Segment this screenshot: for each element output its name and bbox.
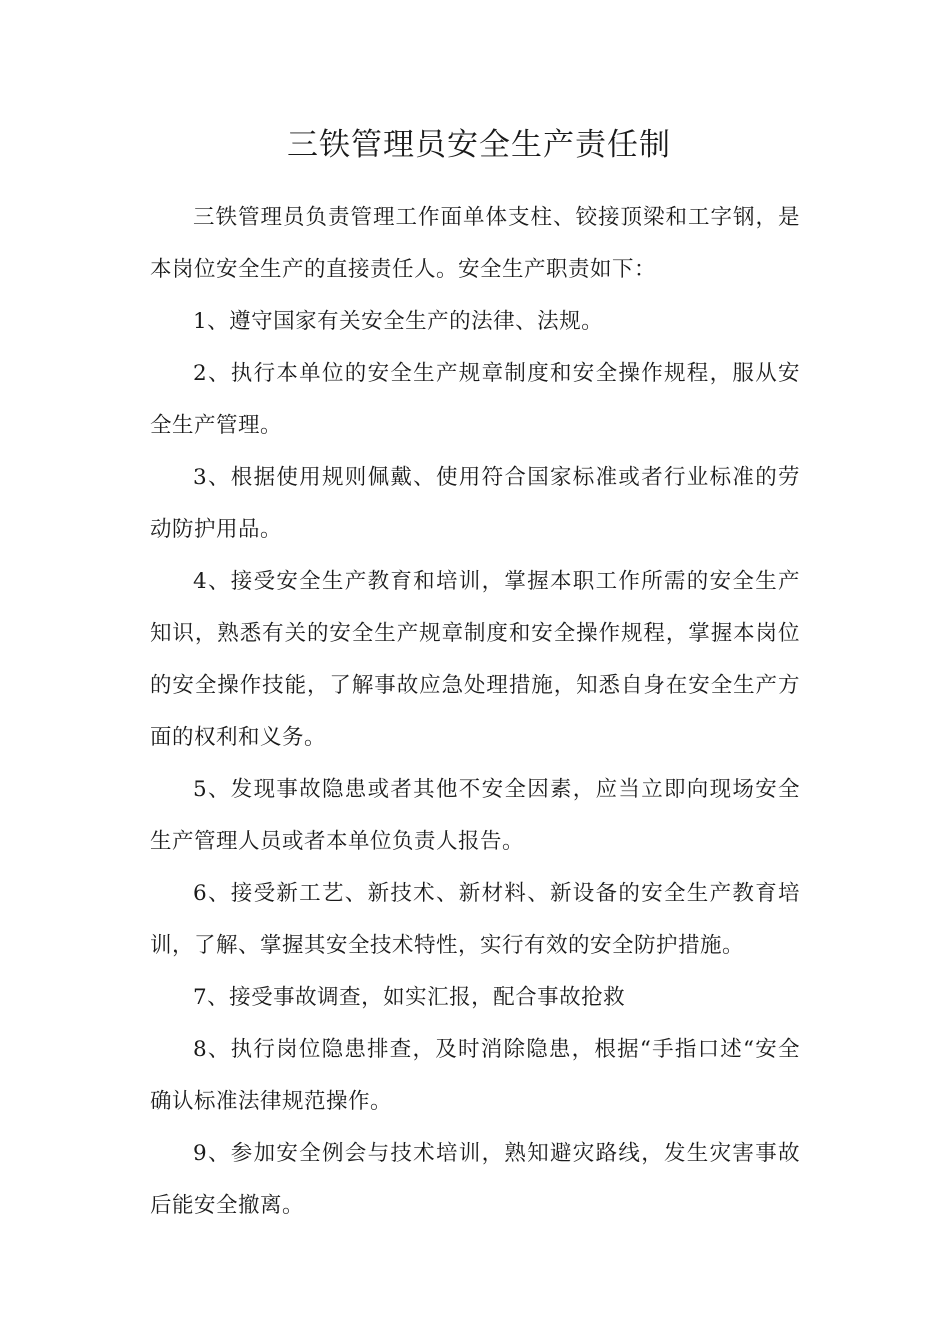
duty-item-5: 5、发现事故隐患或者其他不安全因素，应当立即向现场安全生产管理人员或者本单位负责人报告。 — [150, 777, 800, 854]
duty-item-2: 2、执行本单位的安全生产规章制度和安全操作规程，服从安全生产管理。 — [150, 361, 800, 438]
intro-paragraph: 三铁管理员负责管理工作面单体支柱、铰接顶梁和工字钢，是本岗位安全生产的直接责任人。安全生产职责如下： — [150, 205, 800, 282]
duty-item-4: 4、接受安全生产教育和培训，掌握本职工作所需的安全生产知识，熟悉有关的安全生产规章制度和安全操作规程，掌握本岗位的安全操作技能，了解事故应急处理措施，知悉自身在安全生产方面的权利和义务。 — [150, 569, 800, 750]
duty-item-6: 6、接受新工艺、新技术、新材料、新设备的安全生产教育培训，了解、掌握其安全技术特性，实行有效的安全防护措施。 — [150, 881, 800, 958]
duty-item-9: 9、参加安全例会与技术培训，熟知避灾路线，发生灾害事故后能安全撤离。 — [150, 1141, 800, 1218]
duty-item-3: 3、根据使用规则佩戴、使用符合国家标准或者行业标准的劳动防护用品。 — [150, 465, 800, 542]
document-body — [150, 192, 800, 1232]
duty-item-7: 7、接受事故调查，如实汇报，配合事故抢救 — [193, 985, 626, 1010]
duty-item-1: 1、遵守国家有关安全生产的法律、法规。 — [193, 309, 604, 334]
duty-item-8: 8、执行岗位隐患排查，及时消除隐患，根据“手指口述“安全确认标准法律规范操作。 — [150, 1037, 800, 1114]
document-page — [150, 118, 800, 1232]
document-title: 三铁管理员安全生产责任制 — [287, 127, 671, 163]
